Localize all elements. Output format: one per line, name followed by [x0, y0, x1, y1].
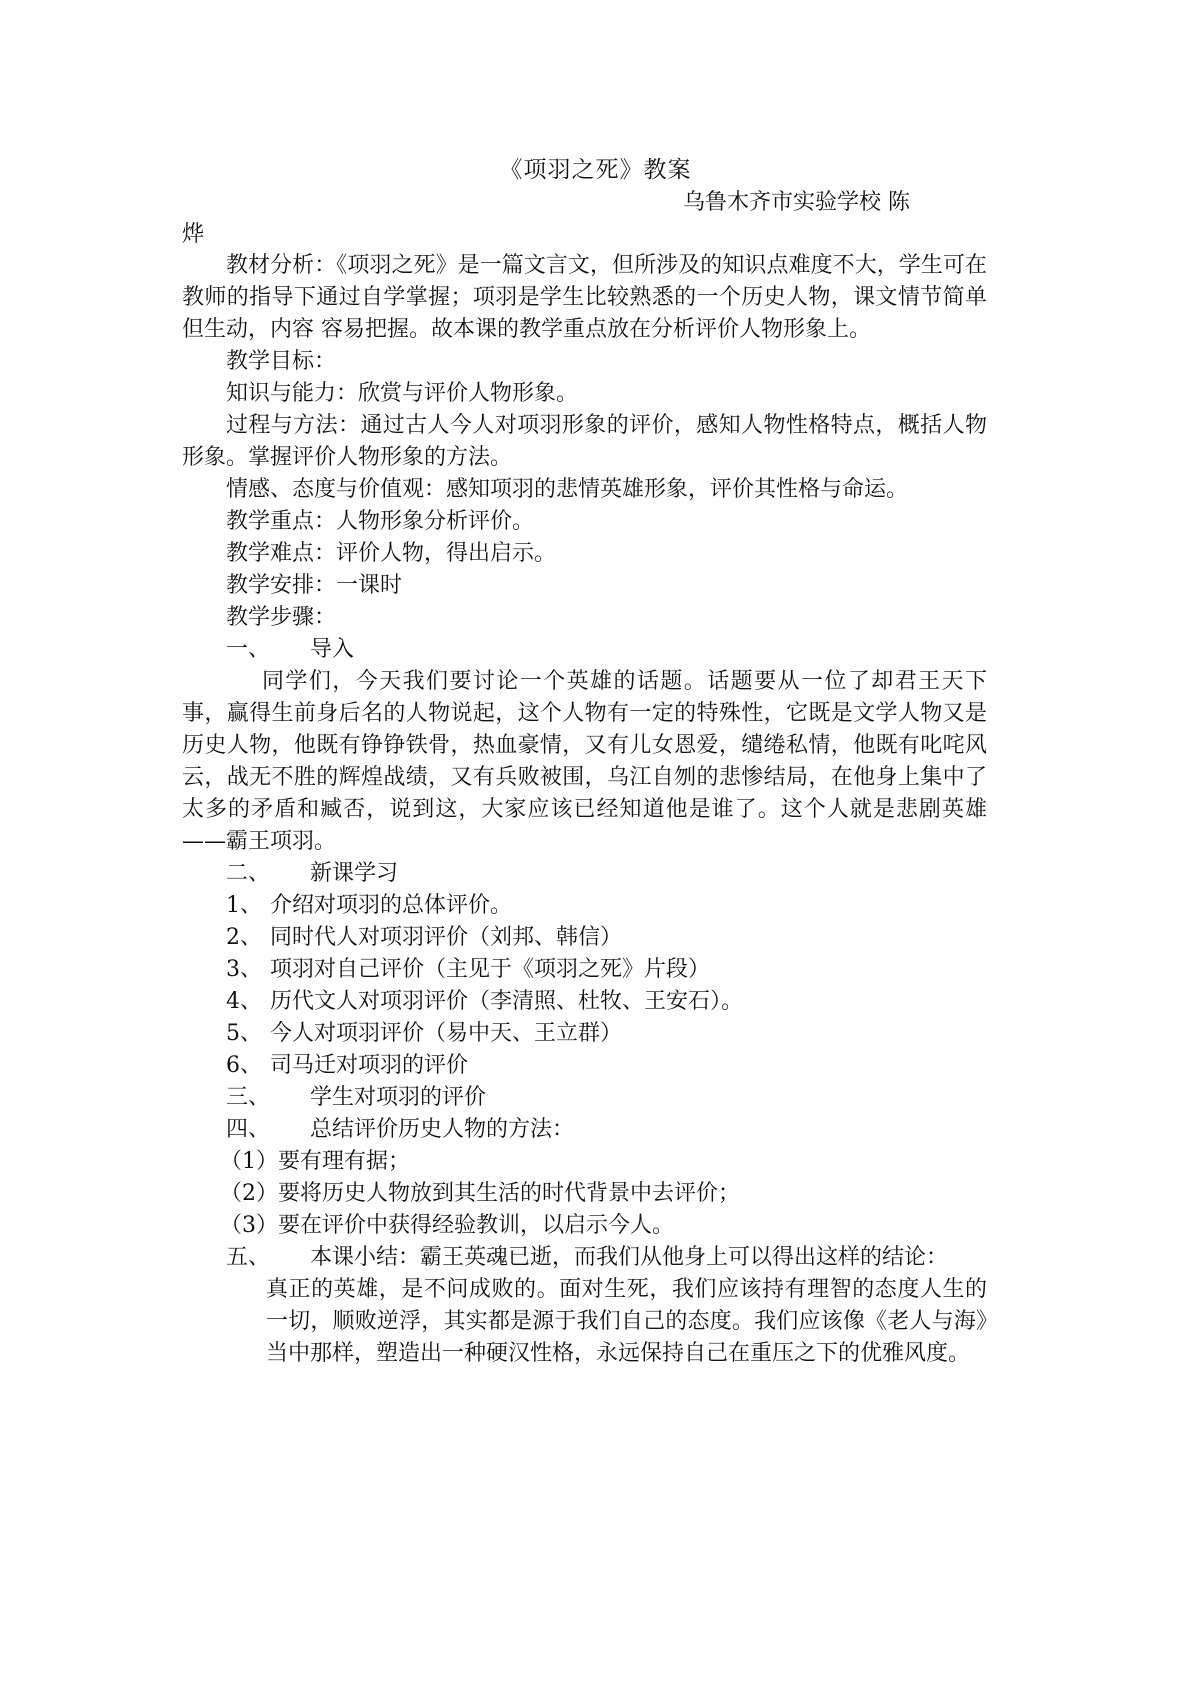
- key-point: 教学重点：人物形象分析评价。: [226, 509, 535, 534]
- list-item-number: 6、: [226, 1053, 262, 1078]
- summary-section: [182, 1242, 987, 1370]
- steps-heading: 教学步骤：: [226, 605, 337, 630]
- analysis-paragraph: 教材分析：《项羽之死》是一篇文言文，但所涉及的知识点难度不大，学生可在教师的指导下通过自学掌握；项羽是学生比较熟悉的一个历史人物，课文情节简单但生动，内容 容易把握。故本课的教学重点放在分析评价人物形象上。: [182, 253, 987, 342]
- section-heading: [182, 858, 987, 890]
- section-label: 总结评价历史人物的方法：: [310, 1117, 575, 1142]
- list-item: [182, 986, 987, 1018]
- list-item: [182, 890, 987, 922]
- list-item-text: 历代文人对项羽评价（李清照、杜牧、王安石）。: [270, 989, 744, 1014]
- method-item: （2）要将历史人物放到其生活的时代背景中去评价；: [220, 1181, 740, 1206]
- list-item: [182, 1018, 987, 1050]
- section-number: 一、: [226, 637, 271, 662]
- section-label: 新课学习: [310, 861, 399, 886]
- method-item: （1）要有理有据；: [220, 1149, 410, 1174]
- goal-process: 过程与方法：通过古人今人对项羽形象的评价，感知人物性格特点，概括人物形象。掌握评价人物形象的方法。: [182, 413, 987, 470]
- list-item: [182, 954, 987, 986]
- list-item-text: 介绍对项羽的总体评价。: [270, 893, 513, 918]
- goal-emotion: 情感、态度与价值观：感知项羽的悲情英雄形象，评价其性格与命运。: [226, 477, 909, 502]
- list-item: [182, 922, 987, 954]
- list-item-number: 5、: [226, 1021, 262, 1046]
- section-number: 四、: [226, 1117, 271, 1142]
- section-heading: [182, 634, 987, 666]
- list-item-text: 项羽对自己评价（主见于《项羽之死》片段）: [270, 957, 711, 982]
- section-heading: [182, 1114, 987, 1146]
- intro-paragraph: 同学们，今天我们要讨论一个英雄的话题。话题要从一位了却君王天下事，赢得生前身后名的人物说起，这个人物有一定的特殊性，它既是文学人物又是历史人物，他既有铮铮铁骨，热血豪情，又有儿女恩爱，缱绻私情，他既有叱咤风云，战无不胜的辉煌战绩，又有兵败被围，乌江自刎的悲惨结局，在他身上集中了太多的矛盾和臧否，说到这，大家应该已经知道他是谁了。这个人就是悲剧英雄——霸王项羽。: [182, 669, 987, 854]
- list-item-text: 今人对项羽评价（易中天、王立群）: [270, 1021, 623, 1046]
- goal-knowledge: 知识与能力：欣赏与评价人物形象。: [226, 381, 579, 406]
- goals-heading: 教学目标：: [226, 349, 337, 374]
- list-item: [182, 1050, 987, 1082]
- section-label: 导入: [310, 637, 355, 662]
- summary-heading: 本课小结：霸王英魂已逝，而我们从他身上可以得出这样的结论：: [310, 1245, 949, 1270]
- list-item-text: 司马迁对项羽的评价: [270, 1053, 469, 1078]
- document-body: [182, 250, 987, 1370]
- summary-text: 真正的英雄，是不问成败的。面对生死，我们应该持有理智的态度人生的一切，顺败逆浮，其实都是源于我们自己的态度。我们应该像《老人与海》当中那样，塑造出一种硬汉性格，永远保持自己在重压之下的优雅风度。: [266, 1277, 987, 1366]
- method-item: （3）要在评价中获得经验教训，以启示今人。: [220, 1213, 674, 1238]
- schedule: 教学安排：一课时: [226, 573, 403, 598]
- section-label: 学生对项羽的评价: [310, 1085, 487, 1110]
- list-item-text: 同时代人对项羽评价（刘邦、韩信）: [270, 925, 623, 950]
- list-item-number: 2、: [226, 925, 262, 950]
- section-number: 三、: [226, 1085, 271, 1110]
- author-name-tail: 烨: [182, 222, 205, 247]
- list-item-number: 4、: [226, 989, 262, 1014]
- list-item-number: 3、: [226, 957, 262, 982]
- section-heading: [182, 1082, 987, 1114]
- section-number: 五、: [226, 1245, 271, 1270]
- author-line: 乌鲁木齐市实验学校 陈: [683, 190, 910, 215]
- section-number: 二、: [226, 861, 271, 886]
- document-title: 《项羽之死》教案: [499, 157, 692, 183]
- difficulty: 教学难点：评价人物，得出启示。: [226, 541, 557, 566]
- list-item-number: 1、: [226, 893, 262, 918]
